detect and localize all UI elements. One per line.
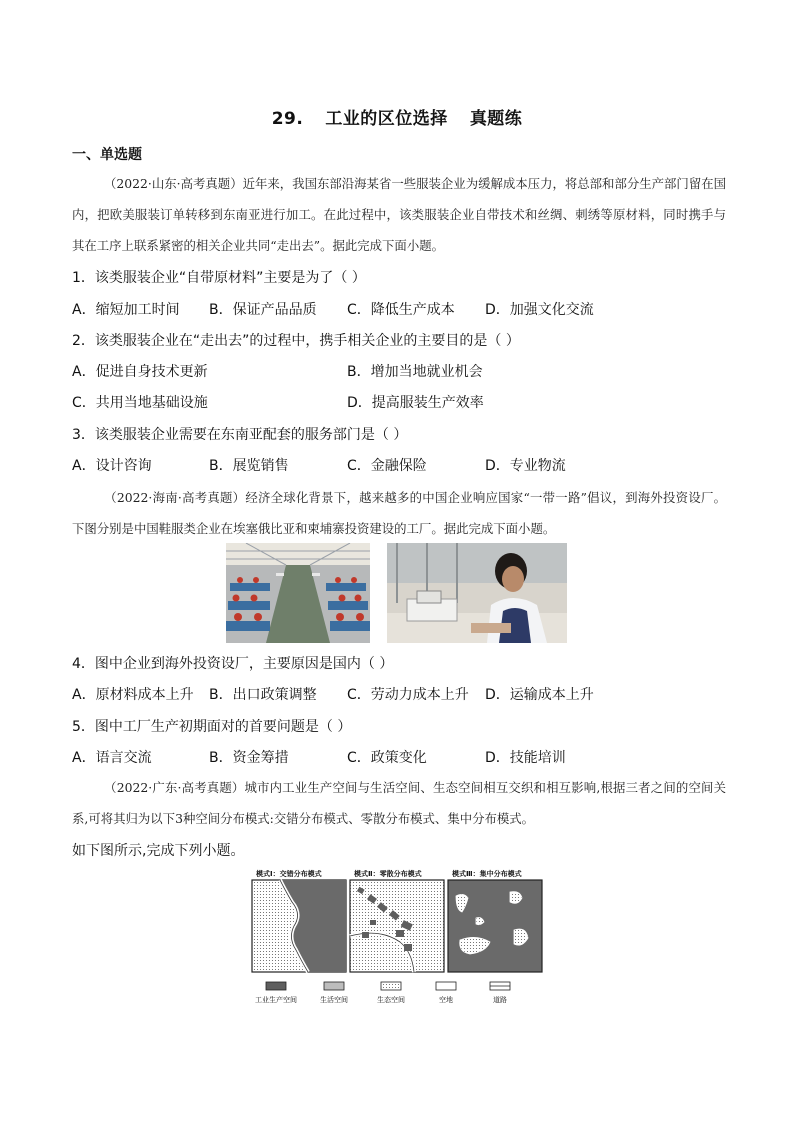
title-suffix: 真题练 [469, 109, 523, 129]
q5-option-a[interactable]: A．语言交流 [72, 750, 152, 766]
q3-option-b[interactable]: B．展览销售 [209, 458, 289, 474]
q1-option-b[interactable]: B．保证产品品质 [209, 302, 317, 318]
panel-2-label: 模式Ⅱ：零散分布模式 [354, 870, 422, 878]
q2-option-c[interactable]: C．共用当地基础设施 [72, 395, 208, 411]
sewing-worker-photo [387, 543, 567, 643]
question-1-stem: 1．该类服装企业“自带原材料”主要是为了（ ） [72, 270, 366, 286]
question-4-stem: 4．图中企业到海外投资设厂，主要原因是国内（ ） [72, 656, 394, 672]
title-number: 29. [271, 109, 304, 129]
passage-2-source: （2022·海南·高考真题） [104, 490, 246, 505]
question-2-stem: 2．该类服装企业在“走出去”的过程中，携手相关企业的主要目的是（ ） [72, 333, 520, 349]
question-3-stem: 3．该类服装企业需要在东南亚配套的服务部门是（ ） [72, 427, 408, 443]
legend-living: 生活空间 [320, 996, 348, 1004]
q4-option-a[interactable]: A．原材料成本上升 [72, 687, 194, 703]
passage-1-source: （2022·山东·高考真题） [104, 176, 243, 191]
passage-3-source: （2022·广东·高考真题） [104, 780, 245, 795]
legend-road: 道路 [493, 996, 507, 1004]
legend-industrial: 工业生产空间 [255, 996, 297, 1004]
panel-1-label: 模式Ⅰ：交错分布模式 [256, 870, 322, 878]
q4-option-b[interactable]: B．出口政策调整 [209, 687, 317, 703]
title-topic: 工业的区位选择 [325, 109, 448, 129]
passage-3-tail: 如下图所示,完成下列小题。 [72, 843, 245, 859]
q5-option-b[interactable]: B．资金筹措 [209, 750, 289, 766]
q3-option-c[interactable]: C．金融保险 [347, 458, 427, 474]
passage-2-text: 经济全球化背景下，越来越多的中国企业响应国家“一带一路”倡议，到海外投资设厂。下图分别是中国鞋服类企业在埃塞俄比亚和柬埔寨投资建设的工厂。据此完成下面小题。 [72, 490, 726, 536]
q3-option-a[interactable]: A．设计咨询 [72, 458, 152, 474]
passage-3-text: 城市内工业生产空间与生活空间、生态空间相互交织和相互影响,根据三者之间的空间关系,可将其归为以下3种空间分布模式:交错分布模式、零散分布模式、集中分布模式。 [72, 780, 726, 826]
passage-1 [72, 168, 726, 261]
q5-option-c[interactable]: C．政策变化 [347, 750, 427, 766]
q2-option-b[interactable]: B．增加当地就业机会 [347, 364, 483, 380]
legend-ecological: 生态空间 [377, 996, 405, 1004]
q2-option-d[interactable]: D．提高服装生产效率 [347, 395, 484, 411]
q1-option-a[interactable]: A．缩短加工时间 [72, 302, 180, 318]
q3-option-d[interactable]: D．专业物流 [485, 458, 566, 474]
q2-option-a[interactable]: A．促进自身技术更新 [72, 364, 208, 380]
spatial-pattern-diagram [250, 866, 544, 1008]
q1-option-d[interactable]: D．加强文化交流 [485, 302, 594, 318]
section-heading: 一、单选题 [72, 147, 142, 163]
q4-option-c[interactable]: C．劳动力成本上升 [347, 687, 469, 703]
factory-floor-photo [226, 543, 370, 643]
passage-3 [72, 772, 726, 834]
q4-option-d[interactable]: D．运输成本上升 [485, 687, 594, 703]
q1-option-c[interactable]: C．降低生产成本 [347, 302, 455, 318]
q5-option-d[interactable]: D．技能培训 [485, 750, 566, 766]
panel-3-label: 模式Ⅲ：集中分布模式 [452, 870, 522, 878]
question-5-stem: 5．图中工厂生产初期面对的首要问题是（ ） [72, 719, 352, 735]
passage-1-text: 近年来，我国东部沿海某省一些服装企业为缓解成本压力，将总部和部分生产部门留在国内，把欧美服装订单转移到东南亚进行加工。在此过程中，该类服装企业自带技术和丝绸、刺绣等原材料，同时携手与其在工序上联系紧密的相关企业共同“走出去”。据此完成下面小题。 [72, 176, 726, 253]
page-title [0, 104, 794, 129]
legend-vacant: 空地 [439, 996, 453, 1004]
passage-2 [72, 482, 726, 544]
